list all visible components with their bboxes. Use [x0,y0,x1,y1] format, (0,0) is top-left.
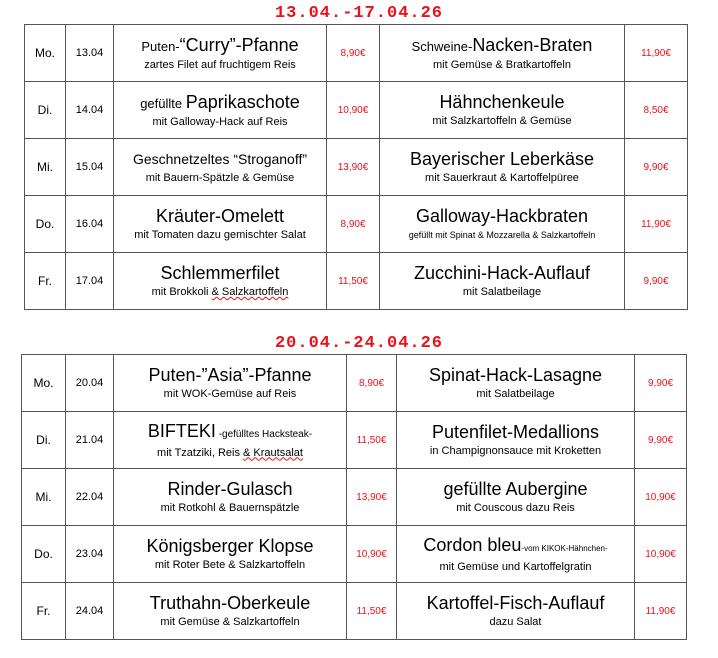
dish-1-cell [114,583,347,640]
date-cell: 20.04 [66,355,114,412]
week-2-table [21,354,687,640]
dish-1-price: 10,90€ [327,82,380,139]
dish-2-description: in Champignonsauce mit Kroketten [429,445,602,457]
table-row [22,469,687,526]
dish-1-description: mit Bauern-Spätzle & Gemüse [145,172,295,184]
dish-2-description: mit Couscous dazu Reis [456,502,575,514]
date-cell: 14.04 [66,82,114,139]
dish-1-description: zartes Filet auf fruchtigem Reis [144,58,296,71]
day-cell: Mi. [25,139,66,196]
table-row [22,526,687,583]
table-row [22,583,687,640]
dish-2-price: 11,90€ [625,25,688,82]
dish-1-title [114,35,326,57]
dish-1-name: Königsberger Klopse [146,536,314,556]
dish-2-price: 8,50€ [625,82,688,139]
dish-2-title [397,535,634,559]
dish-1-name: Puten-”Asia”-Pfanne [148,365,312,385]
day-cell: Di. [22,412,66,469]
dish-1-price: 8,90€ [347,355,397,412]
dish-2-cell [380,253,625,310]
table-row [25,253,688,310]
dish-2-price: 10,90€ [635,526,687,583]
table-row [25,82,688,139]
dish-1-title [114,92,326,114]
dish-1-name: Kräuter-Omelett [155,206,285,226]
dish-1-prefix: gefüllte [140,95,186,111]
date-cell: 16.04 [66,196,114,253]
dish-1-name: Schlemmerfilet [160,263,280,283]
dish-1-cell [114,355,347,412]
dish-2-cell [397,469,635,526]
dish-2-description: mit Gemüse & Bratkartoffeln [433,58,571,71]
dish-2-price: 9,90€ [635,355,687,412]
dish-2-name: Spinat-Hack-Lasagne [428,365,603,385]
dish-2-description: mit Salzkartoffeln & Gemüse [432,115,572,127]
dish-2-name: Zucchini-Hack-Auflauf [413,263,591,283]
date-cell: 15.04 [66,139,114,196]
dish-1-name: Rinder-Gulasch [167,479,293,499]
dish-1-cell [114,196,327,253]
day-cell: Mo. [25,25,66,82]
dish-2-cell [380,196,625,253]
dish-1-cell [114,139,327,196]
dish-1-name: Truthahn-Oberkeule [149,593,311,613]
dish-1-price: 10,90€ [347,526,397,583]
week-1-title: 13.04.-17.04.26 [274,4,444,23]
dish-2-title [380,35,624,57]
dish-1-description: mit Rotkohl & Bauernspätzle [160,502,300,514]
dish-2-price: 9,90€ [625,253,688,310]
dish-1-name: BIFTEKI [147,420,216,441]
table-row [25,25,688,82]
dish-2-description: mit Salatbeilage [462,286,542,298]
dish-1-description: mit Roter Bete & Salzkartoffeln [154,559,306,571]
dish-1-name: Paprikaschote [185,91,300,112]
dish-1-price: 11,50€ [327,253,380,310]
dish-2-prefix: Schweine- [411,38,473,54]
table-row [22,355,687,412]
dish-1-cell [114,253,327,310]
date-cell: 24.04 [66,583,114,640]
dish-1-cell [114,412,347,469]
dish-1-cell [114,526,347,583]
dish-2-name: Nacken-Braten [472,34,593,55]
dish-2-name: gefüllte Aubergine [443,479,588,499]
dish-1-description-part: & Krautsalat [243,446,303,459]
dish-1-price: 8,90€ [327,25,380,82]
dish-1-suffix: -gefülltes Hacksteak- [215,428,313,440]
dish-2-description: dazu Salat [489,616,542,628]
dish-1-cell [114,469,347,526]
day-cell: Fr. [22,583,66,640]
date-cell: 13.04 [66,25,114,82]
dish-2-cell [397,583,635,640]
dish-2-price: 11,90€ [635,583,687,640]
dish-1-description-part: mit Tzatziki, Reis [157,446,244,459]
day-cell: Do. [25,196,66,253]
day-cell: Fr. [25,253,66,310]
dish-2-description: gefüllt mit Spinat & Mozzarella & Salzkartoffeln [408,230,596,240]
dish-2-cell [380,25,625,82]
dish-2-description: mit Sauerkraut & Kartoffelpüree [425,172,579,184]
dish-2-cell [397,526,635,583]
dish-2-name: Galloway-Hackbraten [415,206,589,226]
dish-1-description: mit Tomaten dazu gemischter Salat [134,229,306,241]
dish-2-price: 9,90€ [625,139,688,196]
dish-1-description: mit Galloway-Hack auf Reis [152,115,288,128]
dish-2-description: mit Gemüse und Kartoffelgratin [439,560,592,573]
dish-1-price: 11,50€ [347,583,397,640]
date-cell: 23.04 [66,526,114,583]
date-cell: 22.04 [66,469,114,526]
dish-1-description [114,286,326,299]
dish-2-price: 9,90€ [635,412,687,469]
dish-1-cell [114,25,327,82]
dish-2-name: Cordon bleu [423,534,522,555]
dish-1-description: mit Gemüse & Salzkartoffeln [160,616,300,628]
day-cell: Mo. [22,355,66,412]
day-cell: Di. [25,82,66,139]
dish-2-cell [380,82,625,139]
dish-2-name: Hähnchenkeule [439,92,565,112]
table-row [25,196,688,253]
dish-1-price: 8,90€ [327,196,380,253]
dish-2-name: Kartoffel-Fisch-Auflauf [426,593,605,613]
dish-1-name: Geschnetzeltes “Stroganoff” [132,151,308,167]
dish-1-name: “Curry”-Pfanne [179,34,299,55]
dish-1-description-part: mit Brokkoli [151,286,212,298]
date-cell: 21.04 [66,412,114,469]
dish-1-cell [114,82,327,139]
table-row [25,139,688,196]
dish-1-prefix: Puten- [141,38,180,54]
dish-2-cell [380,139,625,196]
dish-2-suffix: -vom KIKOK-Hähnchen- [521,543,608,553]
dish-1-price: 13,90€ [347,469,397,526]
dish-1-description: mit WOK-Gemüse auf Reis [163,388,297,400]
week-1-table [24,24,688,310]
dish-2-cell [397,355,635,412]
date-cell: 17.04 [66,253,114,310]
dish-1-description [114,447,346,460]
dish-2-price: 10,90€ [635,469,687,526]
dish-2-name: Putenfilet-Medallions [431,422,600,442]
day-cell: Do. [22,526,66,583]
day-cell: Mi. [22,469,66,526]
dish-2-price: 11,90€ [625,196,688,253]
dish-1-description-part: & Salzkartoffeln [211,286,289,298]
dish-2-description: mit Salatbeilage [476,388,555,400]
dish-1-title [114,421,346,445]
week-2-title: 20.04.-24.04.26 [274,334,444,353]
dish-2-name: Bayerischer Leberkäse [409,149,595,169]
dish-1-price: 13,90€ [327,139,380,196]
dish-1-price: 11,50€ [347,412,397,469]
table-row [22,412,687,469]
dish-2-cell [397,412,635,469]
